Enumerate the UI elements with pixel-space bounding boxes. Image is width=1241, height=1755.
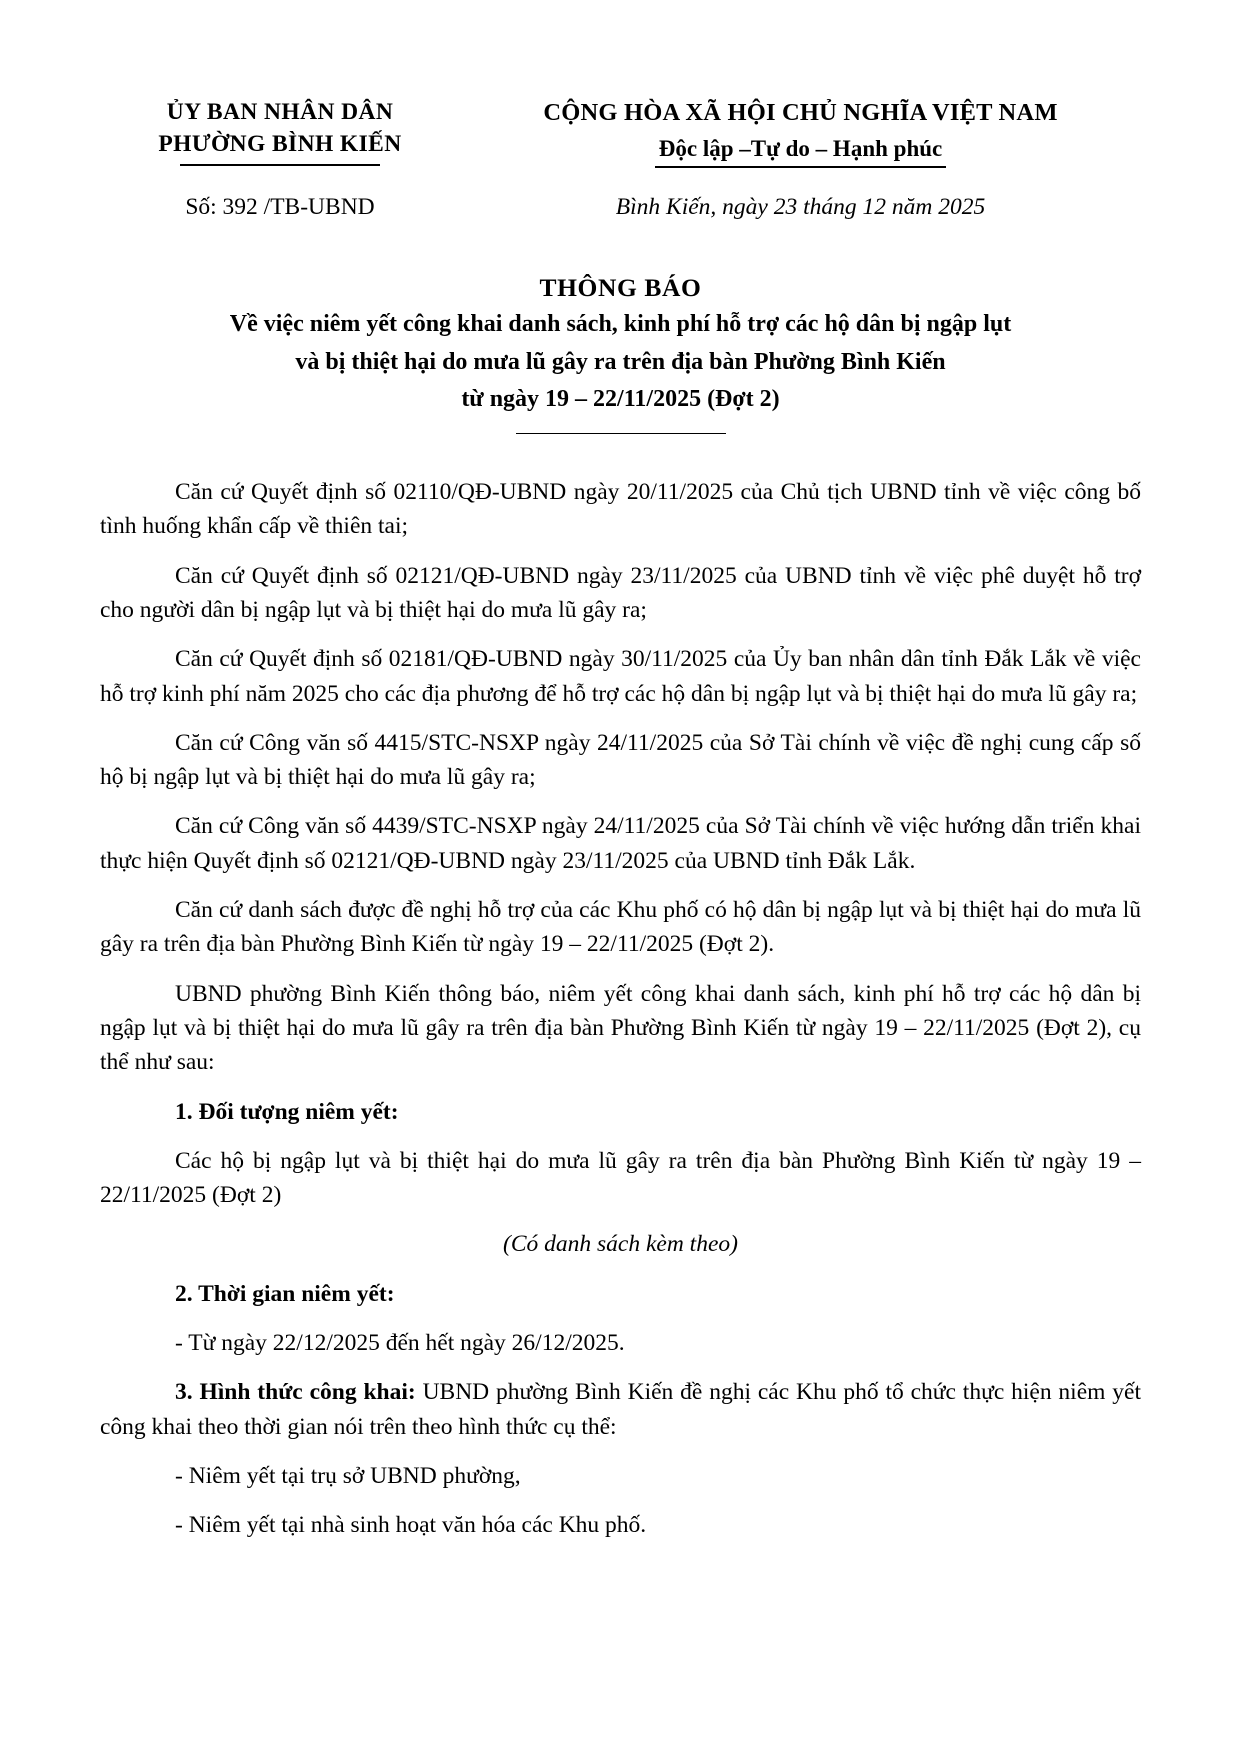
section-1-heading-text: 1. Đối tượng niêm yết:: [175, 1098, 399, 1125]
section-3-heading-text: 3. Hình thức công khai:: [175, 1379, 416, 1406]
section-1-heading: [100, 1080, 1141, 1129]
document-subject-line-2: và bị thiệt hại do mưa lũ gây ra trên địa bàn Phường Bình Kiến: [295, 348, 946, 375]
document-header: [0, 0, 1241, 168]
country-name: CỘNG HÒA XÃ HỘI CHỦ NGHĨA VIỆT NAM: [543, 99, 1058, 126]
legal-basis-paragraph-2: Căn cứ Quyết định số 02121/QĐ-UBND ngày 23/11/2025 của UBND tỉnh về việc phê duyệt hỗ trợ cho người dân bị ngập lụt và bị thiệt hại do mưa lũ gây ra;: [100, 562, 1141, 623]
section-2-body: - Từ ngày 22/12/2025 đến hết ngày 26/12/2025.: [175, 1330, 625, 1356]
attachment-note: (Có danh sách kèm theo): [503, 1231, 738, 1258]
section-3-paragraph: [100, 1360, 1141, 1444]
national-motto: Độc lập –Tự do – Hạnh phúc: [655, 132, 947, 168]
place-date-block: [460, 194, 1141, 221]
section-2-heading-text: 2. Thời gian niêm yết:: [175, 1280, 395, 1307]
section-2-heading: [100, 1262, 1141, 1311]
issuing-authority-line2: PHƯỜNG BÌNH KIẾN: [158, 131, 402, 158]
document-subject-line-3: từ ngày 19 – 22/11/2025 (Đợt 2): [461, 386, 780, 413]
document-number-block: [100, 194, 460, 221]
section-3-bullet-2: - Niêm yết tại nhà sinh hoạt văn hóa các Khu phố.: [175, 1512, 647, 1539]
place-and-date: Bình Kiến, ngày 23 tháng 12 năm 2025: [615, 194, 986, 221]
section-1-body: Các hộ bị ngập lụt và bị thiệt hại do mưa lũ gây ra trên địa bàn Phường Bình Kiến từ ngày 19 – 22/11/2025 (Đợt 2): [100, 1147, 1141, 1209]
document-body: [0, 460, 1241, 1542]
document-meta-row: [0, 168, 1241, 221]
issuing-authority-line1: ỦY BAN NHÂN DÂN: [166, 99, 394, 125]
issuing-authority-block: [100, 96, 460, 168]
national-heading-block: [460, 96, 1141, 168]
section-3-body-text: UBND phường Bình Kiến đề nghị các Khu phố tổ chức thực hiện niêm yết công khai theo thời gian nói trên theo hình thức cụ thể:: [100, 1379, 1141, 1440]
document-title-block: [0, 271, 1241, 434]
legal-basis-paragraph-1: Căn cứ Quyết định số 02110/QĐ-UBND ngày 20/11/2025 của Chủ tịch UBND tỉnh về việc công bố tình huống khẩn cấp về thiên tai;: [100, 479, 1141, 540]
document-subject-line-1: Về việc niêm yết công khai danh sách, kinh phí hỗ trợ các hộ dân bị ngập lụt: [229, 311, 1012, 338]
legal-basis-paragraph-6: Căn cứ danh sách được đề nghị hỗ trợ của các Khu phố có hộ dân bị ngập lụt và bị thiệt hại do mưa lũ gây ra trên địa bàn Phường Bình Kiến từ ngày 19 – 22/11/2025 (Đợt 2).: [100, 897, 1141, 958]
title-divider: [516, 433, 726, 434]
legal-basis-paragraph-3: Căn cứ Quyết định số 02181/QĐ-UBND ngày 30/11/2025 của Ủy ban nhân dân tỉnh Đắk Lắk về việc hỗ trợ kinh phí năm 2025 cho các địa phương để hỗ trợ các hộ dân bị ngập lụt và bị thiệt hại do mưa lũ gây ra;: [100, 646, 1141, 707]
document-number: Số: 392 /TB-UBND: [185, 194, 375, 221]
document-type-title: THÔNG BÁO: [539, 273, 702, 303]
section-3-bullet-1: - Niêm yết tại trụ sở UBND phường,: [175, 1462, 521, 1489]
legal-basis-paragraph-5: Căn cứ Công văn số 4439/STC-NSXP ngày 24/11/2025 của Sở Tài chính về việc hướng dẫn triển khai thực hiện Quyết định số 02121/QĐ-UBND ngày 23/11/2025 của UBND tỉnh Đắk Lắk.: [100, 813, 1141, 874]
legal-basis-paragraph-4: Căn cứ Công văn số 4415/STC-NSXP ngày 24/11/2025 của Sở Tài chính về việc đề nghị cung cấp số hộ bị ngập lụt và bị thiệt hại do mưa lũ gây ra;: [100, 729, 1141, 791]
announcement-paragraph: UBND phường Bình Kiến thông báo, niêm yết công khai danh sách, kinh phí hỗ trợ các hộ dân bị ngập lụt và bị thiệt hại do mưa lũ gây ra trên địa bàn Phường Bình Kiến từ ngày 19 – 22/11/2025 (Đợt 2), cụ thể như sau:: [100, 980, 1141, 1076]
authority-underline-divider: [180, 164, 380, 166]
